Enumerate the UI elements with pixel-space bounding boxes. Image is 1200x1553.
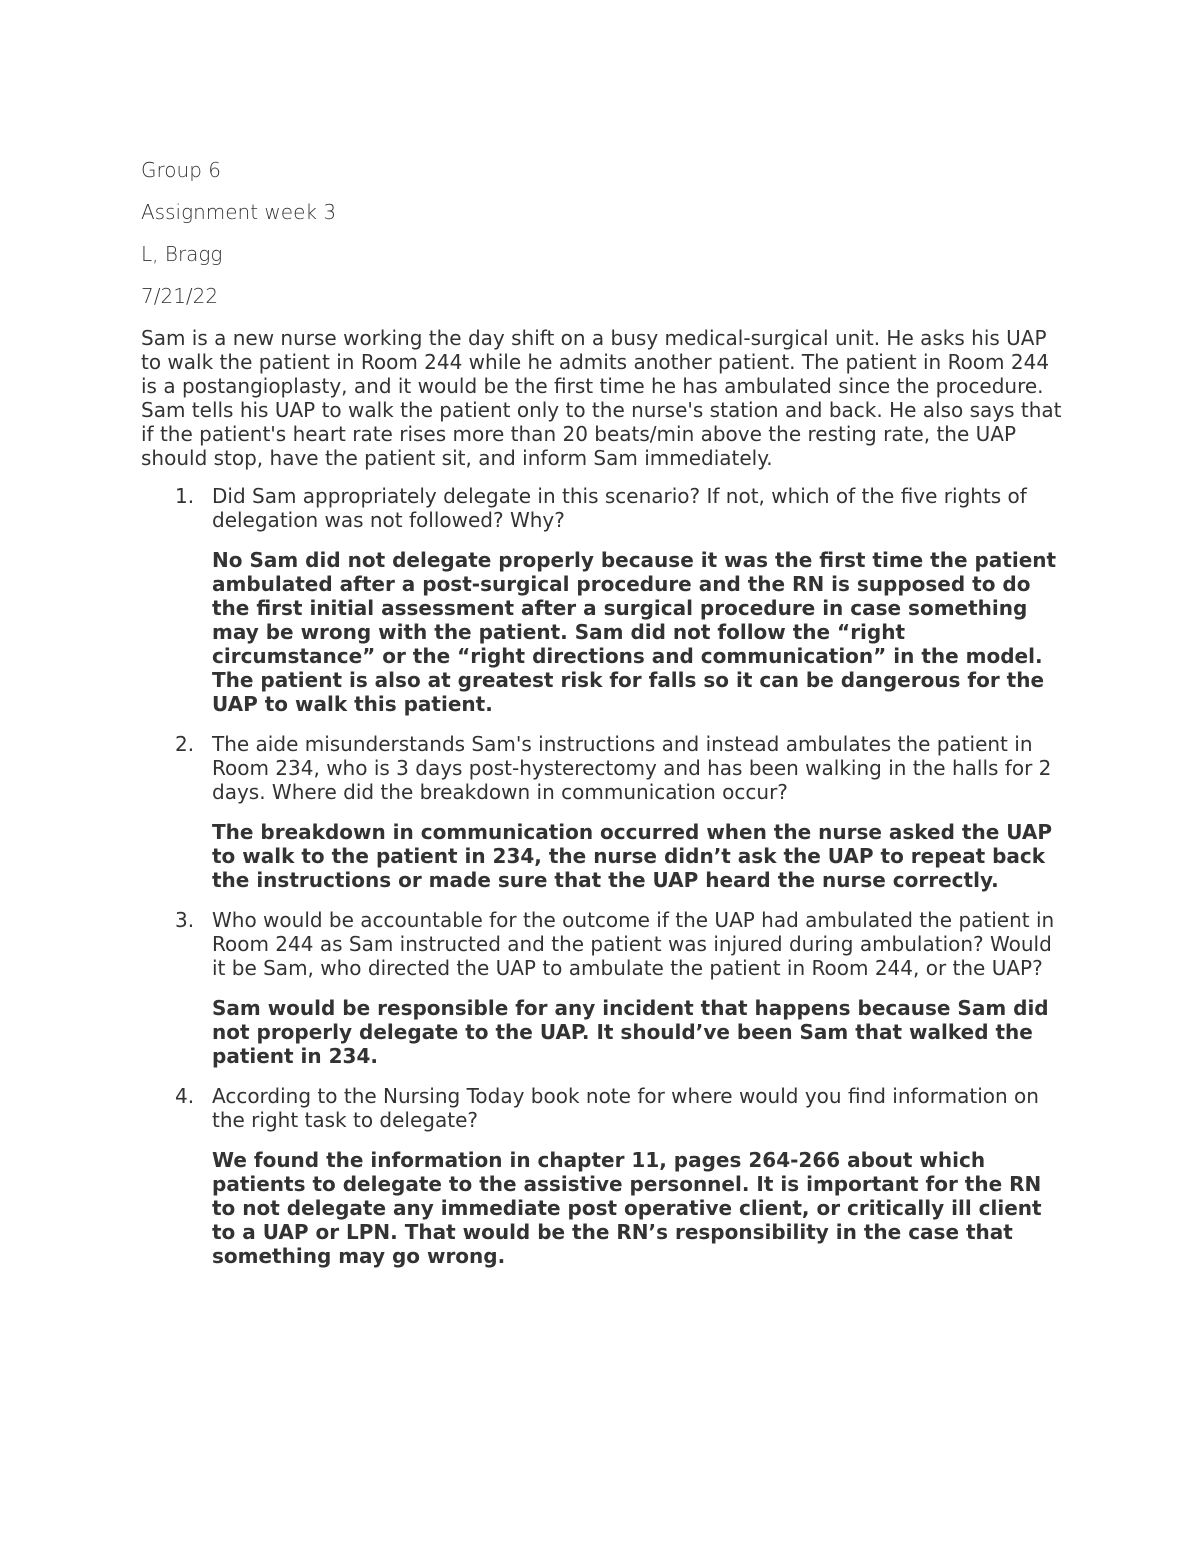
assignment-title: Assignment week 3	[141, 200, 337, 224]
question-item-1	[141, 484, 1071, 716]
answer-text: Sam would be responsible for any incident that happens because Sam did not properly delegate to the UAP. It should’ve been Sam that walked the patient in 234.	[212, 996, 1049, 1068]
question-text: The aide misunderstands Sam's instructions and instead ambulates the patient in Room 234, who is 3 days post-hysterectomy and has been walking in the halls for 2 days. Where did the breakdown in communication occur?	[212, 732, 1052, 804]
document-page	[141, 158, 1071, 1284]
question-item-3	[141, 908, 1071, 1068]
question-text: According to the Nursing Today book note for where would you find information on the right task to delegate?	[212, 1084, 1039, 1132]
question-item-4	[141, 1084, 1071, 1268]
document-date: 7/21/22	[141, 284, 219, 308]
question-number: 3.	[175, 908, 195, 932]
question-list	[141, 484, 1071, 1268]
answer-text: We found the information in chapter 11, pages 264-266 about which patients to delegate to the assistive personnel. It is important for the RN to not delegate any immediate post operative client, or critically ill client to a UAP or LPN. That would be the RN’s responsibility in the case that something may go wrong.	[212, 1148, 1042, 1268]
answer-text: The breakdown in communication occurred when the nurse asked the UAP to walk to the patient in 234, the nurse didn’t ask the UAP to repeat back the instructions or made sure that the UAP heard the nurse correctly.	[212, 820, 1052, 892]
question-item-2	[141, 732, 1071, 892]
answer-text: No Sam did not delegate properly because it was the first time the patient ambulated after a post-surgical procedure and the RN is supposed to do the first initial assessment after a surgical procedure in case something may be wrong with the patient. Sam did not follow the “right circumstance” or the “right directions and communication” in the model. The patient is also at greatest risk for falls so it can be dangerous for the UAP to walk this patient.	[212, 548, 1057, 716]
question-number: 2.	[175, 732, 195, 756]
scenario-paragraph: Sam is a new nurse working the day shift on a busy medical-surgical unit. He asks his UAP to walk the patient in Room 244 while he admits another patient. The patient in Room 244 is a postangioplasty, and it would be the first time he has ambulated since the procedure. Sam tells his UAP to walk the patient only to the nurse's station and back. He also says that if the patient's heart rate rises more than 20 beats/min above the resting rate, the UAP should stop, have the patient sit, and inform Sam immediately.	[141, 326, 1062, 470]
question-number: 1.	[175, 484, 195, 508]
group-label: Group 6	[141, 158, 221, 182]
question-number: 4.	[175, 1084, 195, 1108]
question-text: Did Sam appropriately delegate in this scenario? If not, which of the five rights of delegation was not followed? Why?	[212, 484, 1027, 532]
author-name: L, Bragg	[141, 242, 223, 266]
question-text: Who would be accountable for the outcome if the UAP had ambulated the patient in Room 244 as Sam instructed and the patient was injured during ambulation? Would it be Sam, who directed the UAP to ambulate the patient in Room 244, or the UAP?	[212, 908, 1055, 980]
